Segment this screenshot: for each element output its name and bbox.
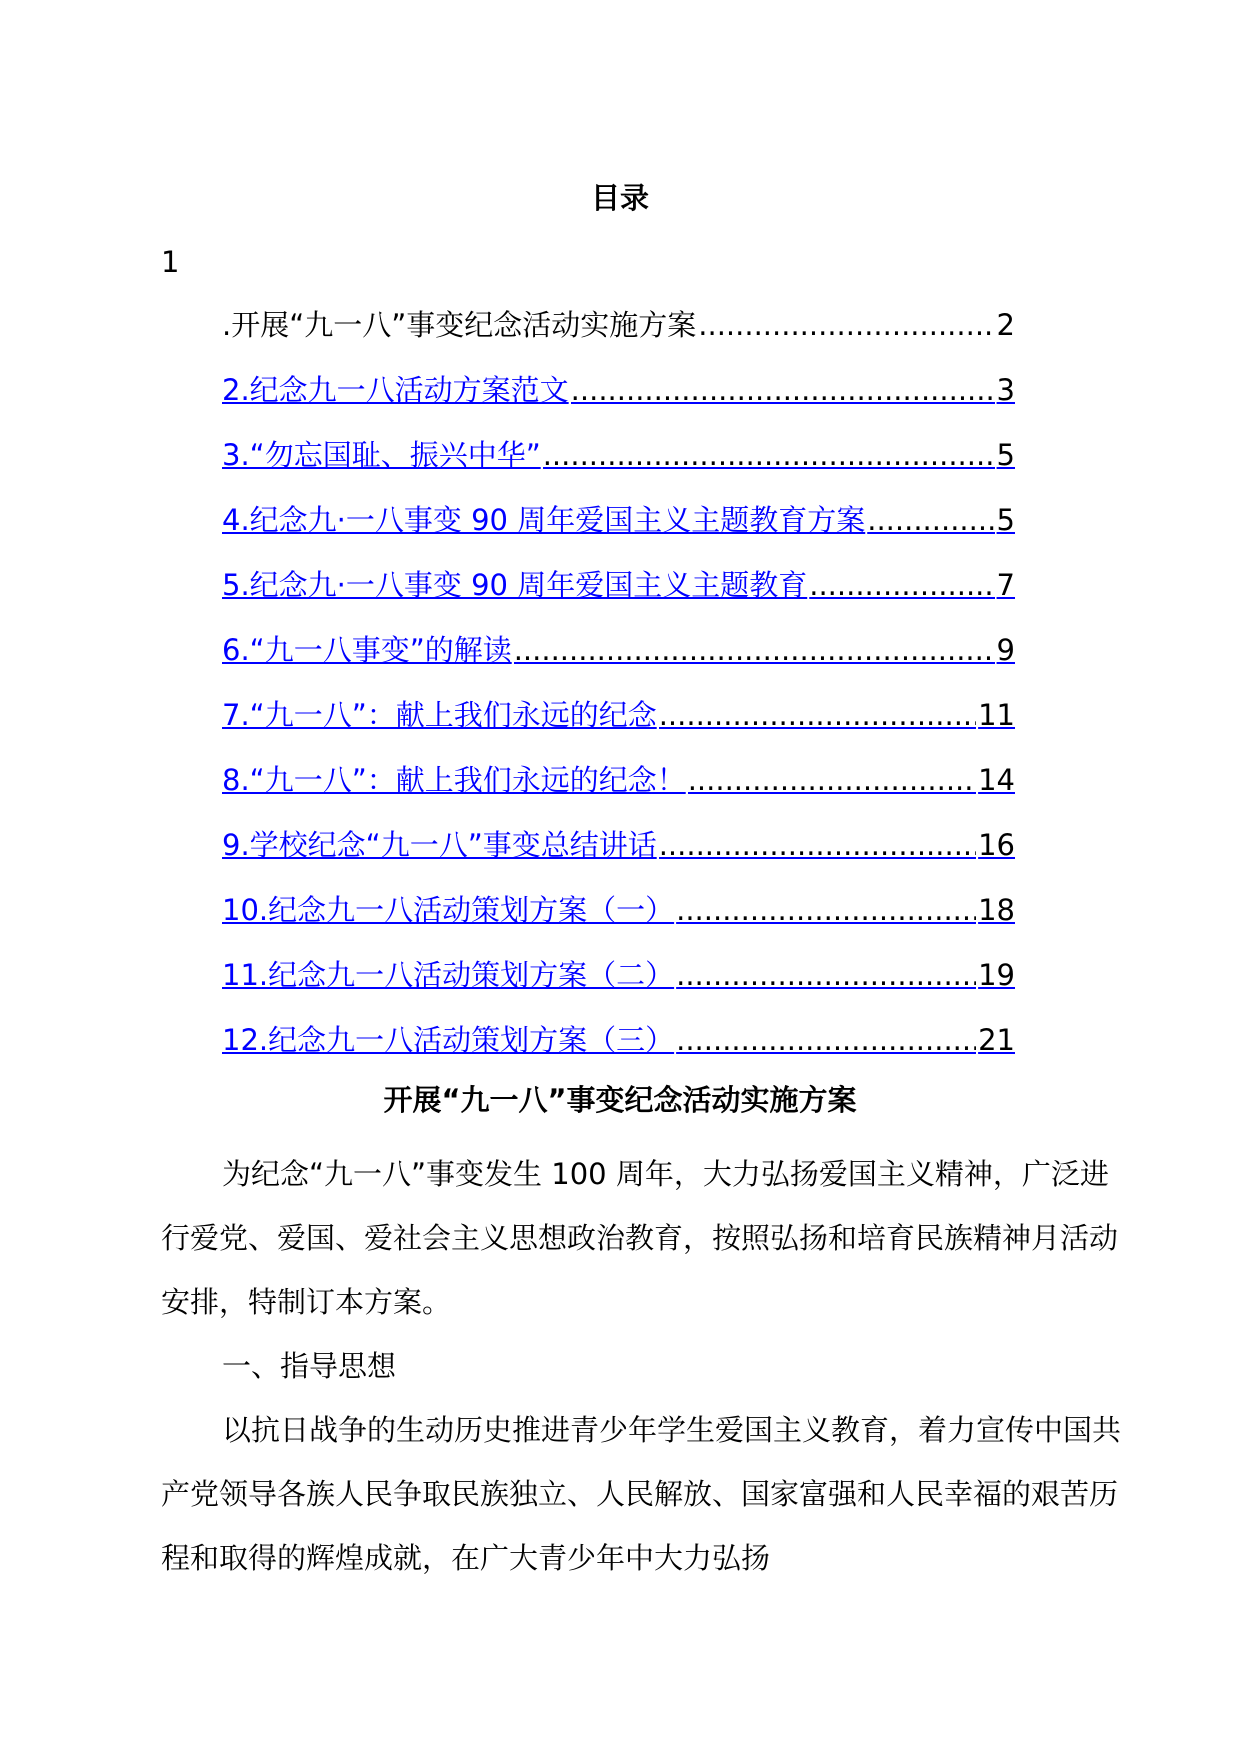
toc-entry-page: 14 [978,763,1015,797]
toc-entry-page: 3 [996,373,1015,407]
document-heading: 开展“九一八”事变纪念活动实施方案 [383,1083,857,1117]
toc-leader-dots [676,890,976,930]
toc-entry-page: 18 [978,893,1015,927]
toc-entry-text: 11.纪念九一八活动策划方案（二） [222,958,675,992]
toc-entry-page: 5 [996,438,1015,472]
toc-entry-8[interactable] [222,760,1015,825]
toc-entry-3[interactable] [222,435,1015,500]
toc-entry-10[interactable] [222,890,1015,955]
toc-entry-2[interactable] [222,370,1015,435]
toc-leader-dots [698,305,994,345]
toc-entry-text: 3.“勿忘国耻、振兴中华” [222,438,541,472]
toc-entry-11[interactable] [222,955,1015,1020]
toc-entry-12[interactable] [222,1020,1015,1085]
toc-entry-7[interactable] [222,695,1015,760]
toc-entry-page: 5 [996,503,1015,537]
toc-entry-1[interactable] [222,305,1015,370]
toc-leader-dots [543,435,995,475]
section-heading: 一、指导思想 [222,1349,397,1383]
toc-leader-dots [867,500,994,540]
toc-first-line: 1 [161,245,180,279]
toc-entry-text: 10.纪念九一八活动策划方案（一） [222,893,675,927]
toc-entry-text: 4.纪念九·一八事变 90 周年爱国主义主题教育方案 [222,503,866,537]
toc-list [222,305,1015,1085]
toc-entry-6[interactable] [222,630,1015,695]
toc-entry-page: 2 [996,308,1015,342]
toc-entry-text: 2.纪念九一八活动方案范文 [222,373,569,407]
toc-entry-text: 5.纪念九·一八事变 90 周年爱国主义主题教育 [222,568,808,602]
toc-leader-dots [659,695,976,735]
toc-entry-text: 6.“九一八事变”的解读 [222,633,512,667]
toc-entry-page: 11 [978,698,1015,732]
toc-title: 目录 [590,181,649,215]
toc-leader-dots [659,825,976,865]
toc-entry-text: 7.“九一八”：献上我们永远的纪念 [222,698,657,732]
toc-entry-9[interactable] [222,825,1015,890]
toc-entry-page: 7 [996,568,1015,602]
toc-entry-4[interactable] [222,500,1015,565]
toc-entry-page: 16 [978,828,1015,862]
toc-entry-5[interactable] [222,565,1015,630]
toc-leader-dots [571,370,995,410]
toc-entry-text: 9.学校纪念“九一八”事变总结讲话 [222,828,657,862]
toc-entry-text: 8.“九一八”：献上我们永远的纪念！ [222,763,686,797]
document-body [161,1142,1121,1590]
toc-entry-text: .开展“九一八”事变纪念活动实施方案 [222,308,697,342]
body-paragraph: 为纪念“九一八”事变发生 100 周年，大力弘扬爱国主义精神，广泛进行爱党、爱国、爱社会主义思想政治教育，按照弘扬和培育民族精神月活动安排，特制订本方案。 [161,1157,1119,1319]
toc-leader-dots [688,760,976,800]
toc-entry-text: 12.纪念九一八活动策划方案（三） [222,1023,675,1057]
toc-entry-page: 19 [978,958,1015,992]
toc-leader-dots [514,630,995,670]
toc-leader-dots [676,955,976,995]
toc-entry-page: 9 [996,633,1015,667]
toc-leader-dots [809,565,994,605]
toc-entry-page: 21 [978,1023,1015,1057]
toc-leader-dots [676,1020,976,1060]
body-paragraph: 以抗日战争的生动历史推进青少年学生爱国主义教育，着力宣传中国共产党领导各族人民争取民族独立、人民解放、国家富强和人民幸福的艰苦历程和取得的辉煌成就，在广大青少年中大力弘扬 [161,1413,1122,1575]
